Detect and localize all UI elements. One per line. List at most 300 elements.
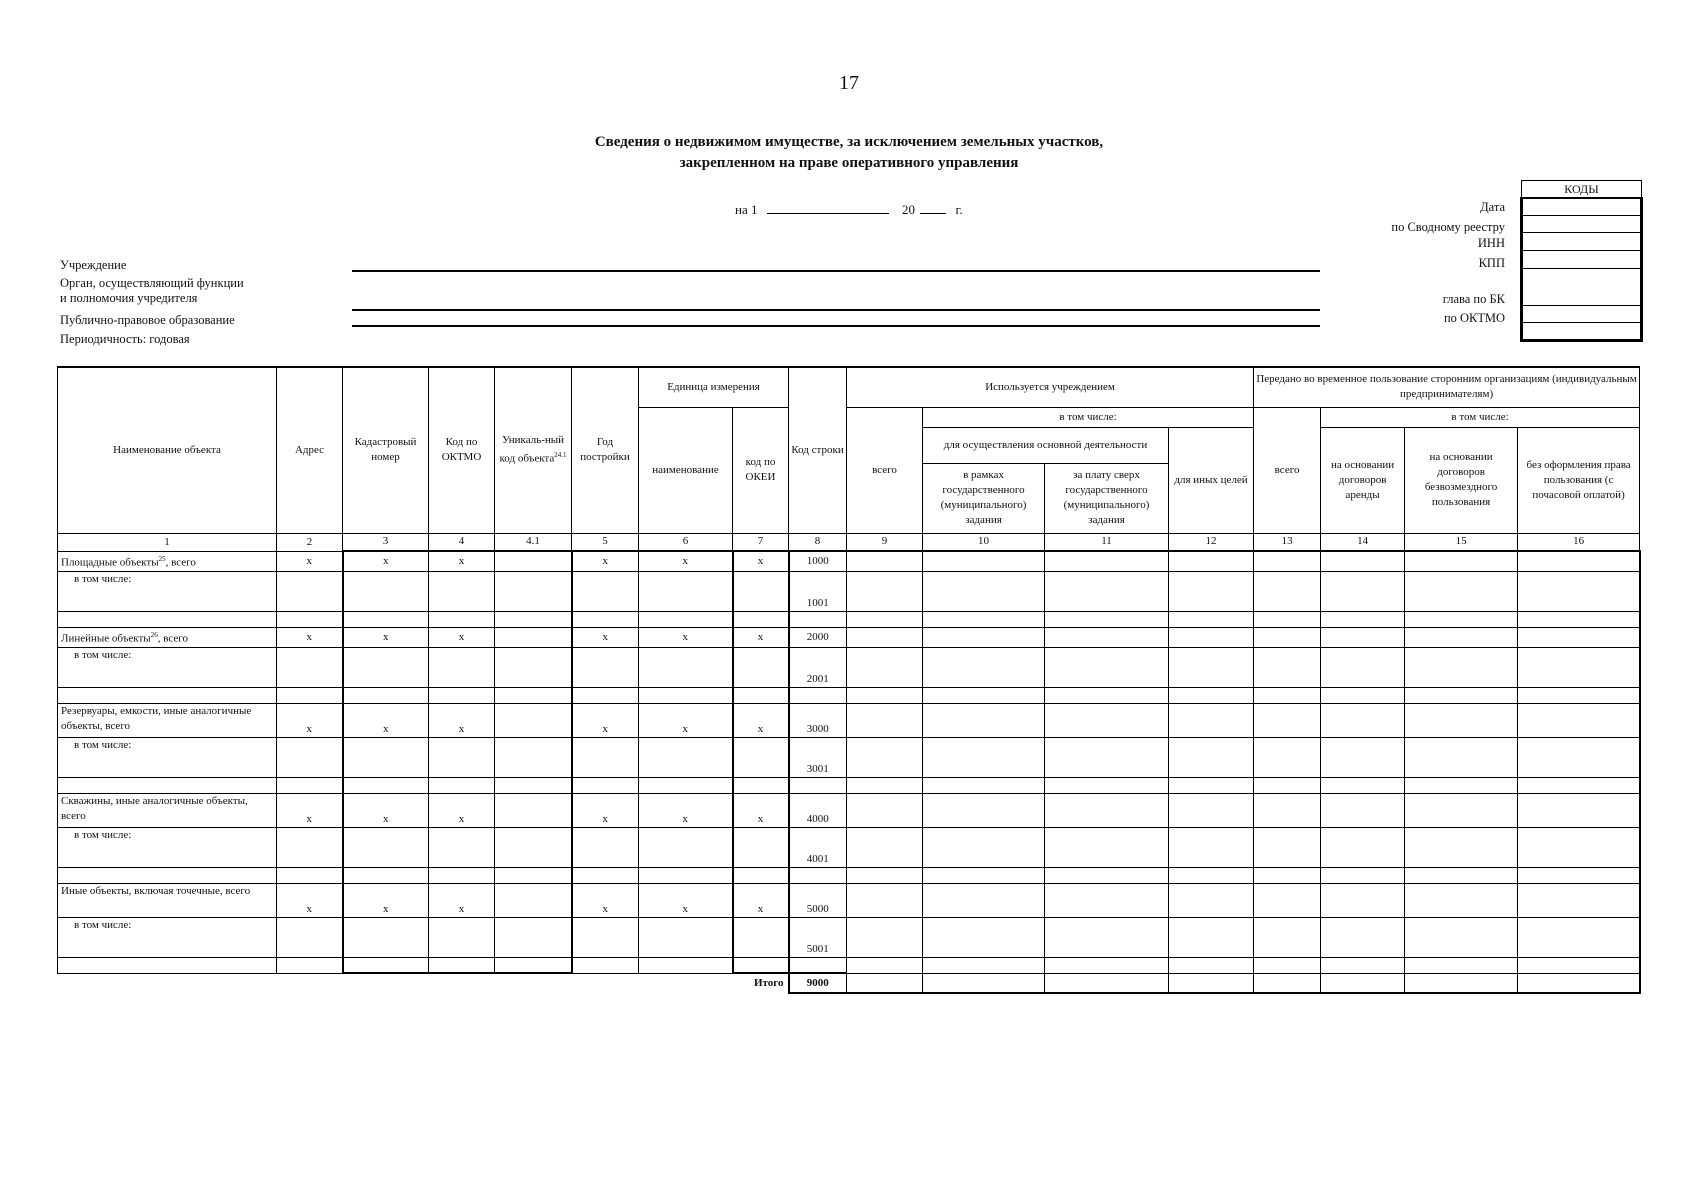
unique-code-cell[interactable]	[495, 551, 572, 571]
incl-value-cell[interactable]	[847, 647, 923, 687]
blank-value-cell[interactable]	[1169, 687, 1254, 703]
input-cell[interactable]	[277, 647, 343, 687]
blank-value-cell[interactable]	[1405, 867, 1518, 883]
incl-value-cell[interactable]	[1518, 827, 1640, 867]
input-cell[interactable]	[343, 777, 429, 793]
document-title	[0, 132, 1698, 174]
input-cell[interactable]	[572, 687, 639, 703]
unique-code-cell[interactable]	[495, 883, 572, 917]
group-value-cell[interactable]	[1045, 793, 1169, 827]
date-year-blank[interactable]	[920, 200, 946, 214]
input-cell[interactable]	[572, 611, 639, 627]
input-cell[interactable]	[733, 737, 789, 777]
date-year-prefix: 20	[901, 202, 915, 217]
input-cell[interactable]	[429, 867, 495, 883]
group-value-cell[interactable]	[1405, 627, 1518, 647]
blank-value-cell[interactable]	[1518, 611, 1640, 627]
x-mark-cell: x	[639, 703, 733, 737]
group-value-cell[interactable]	[847, 883, 923, 917]
codes-label-oktmo: по ОКТМО	[1443, 311, 1505, 325]
table-row-blank	[58, 611, 1640, 627]
incl-value-cell[interactable]	[1405, 827, 1518, 867]
th-used-total: всего	[847, 407, 923, 533]
group-value-cell[interactable]	[1254, 883, 1321, 917]
input-cell[interactable]	[495, 867, 572, 883]
group-value-cell[interactable]	[847, 793, 923, 827]
input-cell[interactable]	[277, 957, 343, 973]
th-transfer-total: всего	[1254, 407, 1321, 533]
x-mark-cell: x	[429, 883, 495, 917]
group-value-cell[interactable]	[1169, 703, 1254, 737]
incl-value-cell[interactable]	[1254, 827, 1321, 867]
incl-value-cell[interactable]	[1405, 737, 1518, 777]
table-body	[58, 551, 1640, 993]
total-value-cell[interactable]	[1518, 973, 1640, 993]
group-name-sup: 26	[150, 630, 158, 639]
row-code: 2000	[789, 627, 847, 647]
blank-value-cell[interactable]	[1254, 611, 1321, 627]
total-value-cell[interactable]	[1405, 973, 1518, 993]
group-value-cell[interactable]	[1321, 627, 1405, 647]
input-cell[interactable]	[58, 611, 277, 627]
input-cell[interactable]	[639, 867, 733, 883]
x-mark-cell: x	[733, 627, 789, 647]
col-number: 1	[58, 533, 277, 551]
row-code: 3001	[789, 737, 847, 777]
group-value-cell[interactable]	[923, 883, 1045, 917]
col-number: 3	[343, 533, 429, 551]
col-number: 15	[1405, 533, 1518, 551]
input-cell[interactable]	[639, 571, 733, 611]
input-cell[interactable]	[343, 737, 429, 777]
date-day-month-blank[interactable]	[767, 200, 889, 214]
group-value-cell[interactable]	[1518, 551, 1640, 571]
group-value-cell[interactable]	[1405, 883, 1518, 917]
th-state-task: в рамках государственного (муниципального) задания	[923, 463, 1045, 533]
code-registry-cell[interactable]	[1522, 216, 1642, 233]
input-cell[interactable]	[429, 647, 495, 687]
th-name: Наименование объекта	[58, 367, 277, 533]
incl-value-cell[interactable]	[1405, 647, 1518, 687]
group-value-cell[interactable]	[923, 793, 1045, 827]
input-cell[interactable]	[639, 957, 733, 973]
municipality-field-line[interactable]	[352, 325, 1320, 327]
th-year: Год постройки	[572, 367, 639, 533]
group-value-cell[interactable]	[1321, 793, 1405, 827]
row-code-blank[interactable]	[789, 777, 847, 793]
incl-value-cell[interactable]	[1321, 917, 1405, 957]
group-value-cell[interactable]	[1045, 703, 1169, 737]
input-cell[interactable]	[58, 687, 277, 703]
group-value-cell[interactable]	[1045, 627, 1169, 647]
input-cell[interactable]	[429, 611, 495, 627]
x-mark-cell: x	[572, 793, 639, 827]
incl-value-cell[interactable]	[847, 571, 923, 611]
group-value-cell[interactable]	[1045, 551, 1169, 571]
report-date-line	[735, 200, 963, 218]
table-row-group-total	[58, 627, 1640, 647]
blank-value-cell[interactable]	[1045, 867, 1169, 883]
table-row-group-total	[58, 703, 1640, 737]
code-kpp-cell[interactable]	[1522, 251, 1642, 269]
group-value-cell[interactable]	[1254, 703, 1321, 737]
input-cell[interactable]	[429, 737, 495, 777]
table-row-incl	[58, 571, 1640, 611]
incl-value-cell[interactable]	[1169, 827, 1254, 867]
input-cell[interactable]	[343, 611, 429, 627]
blank-value-cell[interactable]	[1169, 867, 1254, 883]
group-value-cell[interactable]	[923, 703, 1045, 737]
group-value-cell[interactable]	[1169, 627, 1254, 647]
incl-value-cell[interactable]	[1518, 917, 1640, 957]
input-cell[interactable]	[733, 867, 789, 883]
group-value-cell[interactable]	[1254, 793, 1321, 827]
input-cell[interactable]	[495, 571, 572, 611]
input-cell[interactable]	[429, 827, 495, 867]
blank-value-cell[interactable]	[1254, 867, 1321, 883]
col-number: 5	[572, 533, 639, 551]
blank-value-cell[interactable]	[1254, 777, 1321, 793]
input-cell[interactable]	[572, 647, 639, 687]
table-row-group-total	[58, 793, 1640, 827]
group-value-cell[interactable]	[1045, 883, 1169, 917]
unique-code-cell[interactable]	[495, 703, 572, 737]
x-mark-cell: x	[343, 703, 429, 737]
input-cell[interactable]	[733, 827, 789, 867]
input-cell[interactable]	[495, 827, 572, 867]
group-value-cell[interactable]	[1254, 551, 1321, 571]
input-cell[interactable]	[572, 571, 639, 611]
group-value-cell[interactable]	[847, 627, 923, 647]
group-value-cell[interactable]	[1405, 551, 1518, 571]
row-code-blank[interactable]	[789, 687, 847, 703]
incl-value-cell[interactable]	[923, 571, 1045, 611]
incl-value-cell[interactable]	[1518, 647, 1640, 687]
group-name-text: Скважины, иные аналогичные объекты, всего	[61, 794, 248, 822]
x-mark-cell: x	[277, 703, 343, 737]
table-row-group-total	[58, 883, 1640, 917]
input-cell[interactable]	[639, 687, 733, 703]
th-no-rights: без оформления права пользования (с почасовой оплатой)	[1518, 427, 1640, 533]
group-name-sup: 25	[158, 554, 166, 563]
col-number: 8	[789, 533, 847, 551]
row-code-blank[interactable]	[789, 867, 847, 883]
input-cell[interactable]	[343, 917, 429, 957]
input-cell[interactable]	[58, 957, 277, 973]
institution-field-line[interactable]	[352, 270, 1320, 272]
code-extra-cell[interactable]	[1522, 323, 1642, 341]
total-value-cell[interactable]	[1254, 973, 1321, 993]
codes-label-date: Дата	[1480, 200, 1505, 214]
input-cell[interactable]	[277, 867, 343, 883]
x-mark-cell: x	[639, 627, 733, 647]
th-free-use: на основании договоров безвозмездного пользования	[1405, 427, 1518, 533]
column-numbers-row	[58, 533, 1640, 551]
group-value-cell[interactable]	[847, 703, 923, 737]
codes-header: КОДЫ	[1522, 181, 1642, 199]
x-mark-cell: x	[343, 551, 429, 571]
input-cell[interactable]	[495, 611, 572, 627]
group-value-cell[interactable]	[1518, 793, 1640, 827]
input-cell[interactable]	[495, 917, 572, 957]
row-code-blank[interactable]	[789, 611, 847, 627]
blank-value-cell[interactable]	[847, 867, 923, 883]
unique-code-cell[interactable]	[495, 627, 572, 647]
input-cell[interactable]	[495, 957, 572, 973]
incl-value-cell[interactable]	[1169, 571, 1254, 611]
blank-value-cell[interactable]	[847, 687, 923, 703]
total-value-cell[interactable]	[1321, 973, 1405, 993]
input-cell[interactable]	[733, 687, 789, 703]
blank-value-cell[interactable]	[847, 611, 923, 627]
group-value-cell[interactable]	[1518, 703, 1640, 737]
blank-value-cell[interactable]	[1405, 687, 1518, 703]
group-value-cell[interactable]	[1169, 883, 1254, 917]
blank-value-cell[interactable]	[1169, 611, 1254, 627]
input-cell[interactable]	[733, 957, 789, 973]
incl-value-cell[interactable]	[923, 647, 1045, 687]
input-cell[interactable]	[429, 687, 495, 703]
x-mark-cell: x	[572, 703, 639, 737]
group-value-cell[interactable]	[1169, 793, 1254, 827]
incl-value-cell[interactable]	[923, 827, 1045, 867]
col-number: 13	[1254, 533, 1321, 551]
th-transfer-group: Передано во временное пользование сторонним организациям (индивидуальным предпринимателям)	[1254, 367, 1640, 407]
incl-value-cell[interactable]	[923, 737, 1045, 777]
blank-value-cell[interactable]	[923, 611, 1045, 627]
x-mark-cell: x	[277, 551, 343, 571]
input-cell[interactable]	[495, 777, 572, 793]
incl-value-cell[interactable]	[1045, 737, 1169, 777]
input-cell[interactable]	[639, 917, 733, 957]
municipality-label: Публично-правовое образование	[60, 313, 235, 327]
input-cell[interactable]	[277, 777, 343, 793]
x-mark-cell: x	[733, 551, 789, 571]
blank-value-cell[interactable]	[1045, 687, 1169, 703]
blank-value-cell[interactable]	[1045, 611, 1169, 627]
input-cell[interactable]	[639, 611, 733, 627]
input-cell[interactable]	[277, 687, 343, 703]
input-cell[interactable]	[639, 827, 733, 867]
group-value-cell[interactable]	[847, 551, 923, 571]
blank-value-cell[interactable]	[1518, 867, 1640, 883]
input-cell[interactable]	[277, 827, 343, 867]
input-cell[interactable]	[639, 777, 733, 793]
input-cell[interactable]	[495, 687, 572, 703]
group-name-tail: , всего	[165, 556, 196, 569]
incl-value-cell[interactable]	[1045, 571, 1169, 611]
th-transfer-incl: в том числе:	[1321, 407, 1640, 427]
incl-value-cell[interactable]	[1254, 571, 1321, 611]
input-cell[interactable]	[343, 957, 429, 973]
incl-value-cell[interactable]	[1321, 571, 1405, 611]
col-number: 12	[1169, 533, 1254, 551]
input-cell[interactable]	[639, 647, 733, 687]
total-value-cell[interactable]	[1169, 973, 1254, 993]
group-value-cell[interactable]	[1321, 551, 1405, 571]
input-cell[interactable]	[343, 647, 429, 687]
incl-value-cell[interactable]	[1321, 737, 1405, 777]
incl-label: в том числе:	[58, 571, 277, 611]
group-name	[58, 793, 277, 827]
incl-value-cell[interactable]	[1405, 571, 1518, 611]
incl-value-cell[interactable]	[1518, 737, 1640, 777]
blank-value-cell[interactable]	[1254, 687, 1321, 703]
row-code: 1000	[789, 551, 847, 571]
group-value-cell[interactable]	[1405, 793, 1518, 827]
input-cell[interactable]	[495, 647, 572, 687]
blank-value-cell[interactable]	[1321, 777, 1405, 793]
input-cell[interactable]	[429, 571, 495, 611]
incl-value-cell[interactable]	[1254, 737, 1321, 777]
blank-value-cell[interactable]	[1518, 687, 1640, 703]
blank-value-cell[interactable]	[923, 687, 1045, 703]
blank-value-cell[interactable]	[1321, 687, 1405, 703]
blank-value-cell[interactable]	[1045, 957, 1169, 973]
incl-value-cell[interactable]	[1321, 647, 1405, 687]
institution-label: Учреждение	[60, 258, 127, 272]
x-mark-cell: x	[429, 793, 495, 827]
x-mark-cell: x	[572, 627, 639, 647]
codes-label-registry: по Сводному реестру	[1391, 220, 1505, 234]
input-cell[interactable]	[277, 611, 343, 627]
code-date-cell[interactable]	[1522, 198, 1642, 216]
group-value-cell[interactable]	[1321, 703, 1405, 737]
incl-value-cell[interactable]	[1254, 917, 1321, 957]
input-cell[interactable]	[639, 737, 733, 777]
blank-value-cell[interactable]	[923, 867, 1045, 883]
x-mark-cell: x	[572, 883, 639, 917]
input-cell[interactable]	[429, 957, 495, 973]
input-cell[interactable]	[733, 571, 789, 611]
blank-value-cell[interactable]	[847, 957, 923, 973]
blank-value-cell[interactable]	[1169, 957, 1254, 973]
blank-value-cell[interactable]	[847, 777, 923, 793]
input-cell[interactable]	[277, 917, 343, 957]
table-row-blank	[58, 957, 1640, 973]
blank-value-cell[interactable]	[1321, 867, 1405, 883]
row-code-blank[interactable]	[789, 957, 847, 973]
x-mark-cell: x	[733, 883, 789, 917]
incl-value-cell[interactable]	[923, 917, 1045, 957]
total-value-cell[interactable]	[923, 973, 1045, 993]
input-cell[interactable]	[343, 827, 429, 867]
input-cell[interactable]	[572, 917, 639, 957]
th-unit-code: код по ОКЕИ	[733, 407, 789, 533]
incl-value-cell[interactable]	[847, 917, 923, 957]
input-cell[interactable]	[429, 917, 495, 957]
incl-value-cell[interactable]	[1518, 571, 1640, 611]
input-cell[interactable]	[572, 957, 639, 973]
code-bk-cell[interactable]	[1522, 269, 1642, 306]
x-mark-cell: x	[277, 627, 343, 647]
input-cell[interactable]	[572, 867, 639, 883]
incl-value-cell[interactable]	[1045, 647, 1169, 687]
organ-field-line[interactable]	[352, 309, 1320, 311]
group-value-cell[interactable]	[1518, 627, 1640, 647]
col-number: 10	[923, 533, 1045, 551]
input-cell[interactable]	[733, 647, 789, 687]
input-cell[interactable]	[343, 867, 429, 883]
th-unit-group: Единица измерения	[639, 367, 789, 407]
col-number: 9	[847, 533, 923, 551]
incl-value-cell[interactable]	[1045, 917, 1169, 957]
input-cell[interactable]	[572, 737, 639, 777]
incl-value-cell[interactable]	[1169, 647, 1254, 687]
group-value-cell[interactable]	[1254, 627, 1321, 647]
blank-value-cell[interactable]	[923, 957, 1045, 973]
code-oktmo-cell[interactable]	[1522, 306, 1642, 323]
table-row-blank	[58, 777, 1640, 793]
input-cell[interactable]	[58, 777, 277, 793]
blank-value-cell[interactable]	[1405, 777, 1518, 793]
incl-value-cell[interactable]	[1321, 827, 1405, 867]
blank-value-cell[interactable]	[1321, 611, 1405, 627]
table-row-incl	[58, 647, 1640, 687]
organ-label-1: Орган, осуществляющий функции	[60, 276, 244, 290]
row-code: 1001	[789, 571, 847, 611]
input-cell[interactable]	[572, 827, 639, 867]
group-value-cell[interactable]	[1518, 883, 1640, 917]
group-value-cell[interactable]	[1169, 551, 1254, 571]
blank-value-cell[interactable]	[1405, 611, 1518, 627]
input-cell[interactable]	[429, 777, 495, 793]
title-line-2: закрепленном на праве оперативного управления	[679, 155, 1019, 171]
col-number: 4	[429, 533, 495, 551]
blank-value-cell[interactable]	[1405, 957, 1518, 973]
code-inn-cell[interactable]	[1522, 233, 1642, 251]
group-value-cell[interactable]	[923, 551, 1045, 571]
incl-value-cell[interactable]	[1169, 917, 1254, 957]
blank-value-cell[interactable]	[923, 777, 1045, 793]
blank-value-cell[interactable]	[1321, 957, 1405, 973]
input-cell[interactable]	[343, 571, 429, 611]
blank-value-cell[interactable]	[1254, 957, 1321, 973]
input-cell[interactable]	[495, 737, 572, 777]
blank-value-cell[interactable]	[1518, 957, 1640, 973]
unique-code-cell[interactable]	[495, 793, 572, 827]
incl-value-cell[interactable]	[1254, 647, 1321, 687]
group-value-cell[interactable]	[923, 627, 1045, 647]
blank-value-cell[interactable]	[1518, 777, 1640, 793]
input-cell[interactable]	[733, 917, 789, 957]
input-cell[interactable]	[733, 777, 789, 793]
row-code: 2001	[789, 647, 847, 687]
incl-value-cell[interactable]	[1405, 917, 1518, 957]
incl-value-cell[interactable]	[1045, 827, 1169, 867]
incl-value-cell[interactable]	[847, 827, 923, 867]
input-cell[interactable]	[277, 571, 343, 611]
input-cell[interactable]	[58, 867, 277, 883]
row-code: 5001	[789, 917, 847, 957]
total-value-cell[interactable]	[1045, 973, 1169, 993]
group-value-cell[interactable]	[1321, 883, 1405, 917]
blank-value-cell[interactable]	[1045, 777, 1169, 793]
incl-value-cell[interactable]	[847, 737, 923, 777]
input-cell[interactable]	[572, 777, 639, 793]
input-cell[interactable]	[733, 611, 789, 627]
input-cell[interactable]	[277, 737, 343, 777]
incl-value-cell[interactable]	[1169, 737, 1254, 777]
group-value-cell[interactable]	[1405, 703, 1518, 737]
blank-value-cell[interactable]	[1169, 777, 1254, 793]
group-name-text: Резервуары, емкости, иные аналогичные объекты, всего	[61, 704, 252, 732]
codes-label-inn: ИНН	[1477, 236, 1505, 250]
total-value-cell[interactable]	[847, 973, 923, 993]
input-cell[interactable]	[343, 687, 429, 703]
th-address: Адрес	[277, 367, 343, 533]
th-unique-code	[495, 367, 572, 533]
